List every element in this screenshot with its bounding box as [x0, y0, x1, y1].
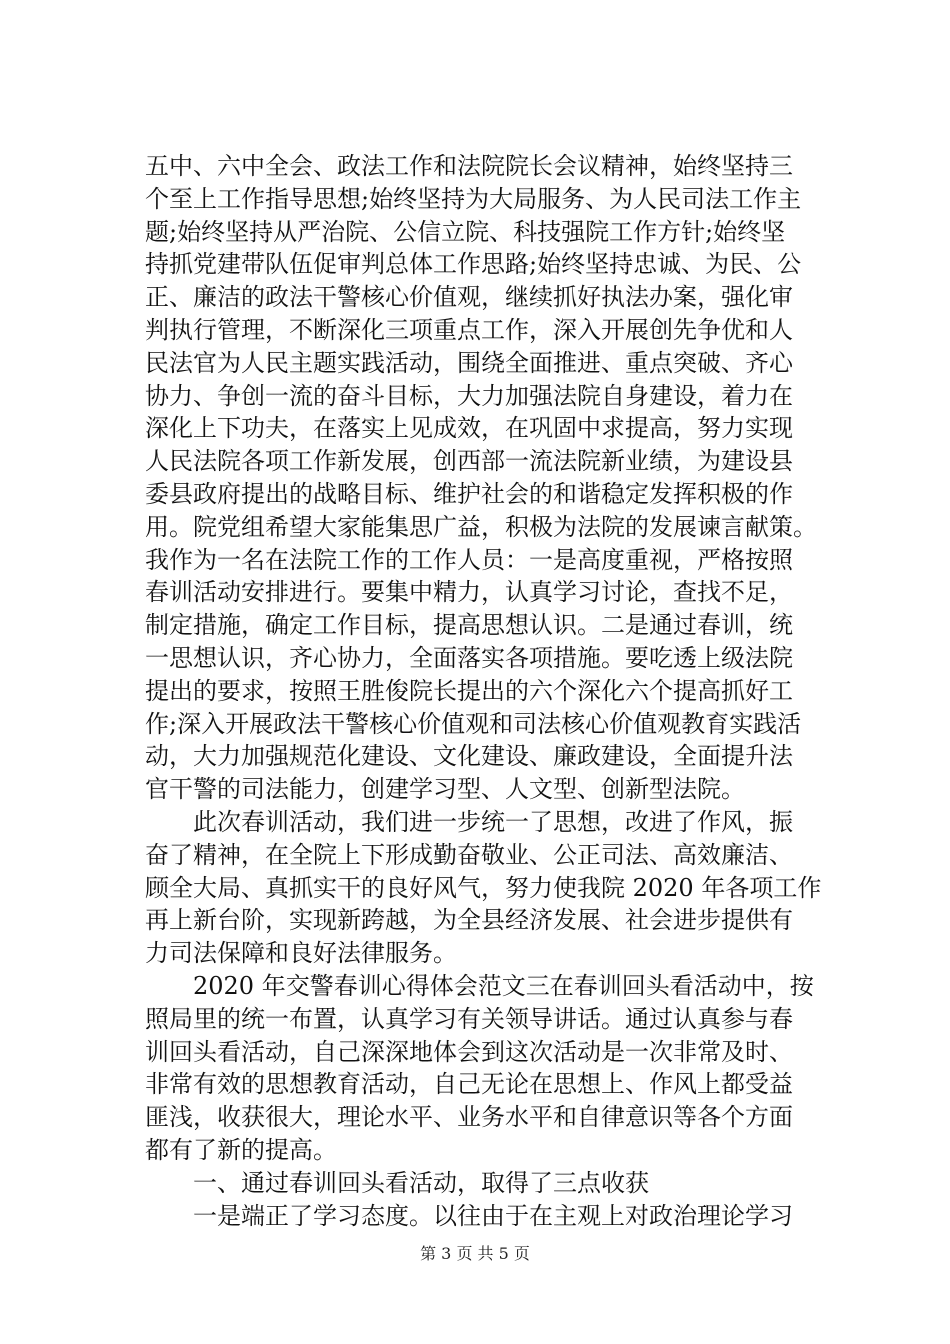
- text-line: 力司法保障和良好法律服务。: [145, 939, 457, 968]
- text-line: 2020 年交警春训心得体会范文三在春训回头看活动中，按: [145, 971, 814, 1000]
- text-line: 再上新台阶，实现新跨越，为全县经济发展、社会进步提供有: [145, 906, 793, 935]
- text-line: 用。院党组希望大家能集思广益，积极为法院的发展谏言献策。: [145, 512, 817, 541]
- text-line: 正、廉洁的政法干警核心价值观，继续抓好执法办案，强化审: [145, 283, 793, 312]
- text-line: 一、通过春训回头看活动，取得了三点收获: [145, 1168, 649, 1197]
- text-line: 训回头看活动，自己深深地体会到这次活动是一次非常及时、: [145, 1037, 793, 1066]
- text-line: 民法官为人民主题实践活动，围绕全面推进、重点突破、齐心: [145, 348, 793, 377]
- text-line: 一思想认识，齐心协力，全面落实各项措施。要吃透上级法院: [145, 643, 793, 672]
- text-line: 判执行管理，不断深化三项重点工作，深入开展创先争优和人: [145, 315, 793, 344]
- page-footer: [0, 1244, 950, 1264]
- text-line: 题;始终坚持从严治院、公信立院、科技强院工作方针;始终坚: [145, 217, 786, 246]
- text-line: 作;深入开展政法干警核心价值观和司法核心价值观教育实践活: [145, 709, 802, 738]
- text-line: 我作为一名在法院工作的工作人员：一是高度重视，严格按照: [145, 545, 793, 574]
- text-line: 春训活动安排进行。要集中精力，认真学习讨论，查找不足，: [145, 578, 793, 607]
- text-line: 都有了新的提高。: [145, 1135, 337, 1164]
- text-line: 深化上下功夫，在落实上见成效，在巩固中求提高，努力实现: [145, 414, 793, 443]
- text-line: 委县政府提出的战略目标、维护社会的和谐稳定发挥积极的作: [145, 479, 793, 508]
- text-line: 顾全大局、真抓实干的良好风气，努力使我院 2020 年各项工作: [145, 873, 822, 902]
- page-number: 第 3 页 共 5 页: [420, 1244, 530, 1263]
- text-line: 持抓党建带队伍促审判总体工作思路;始终坚持忠诚、为民、公: [145, 250, 802, 279]
- text-line: 提出的要求，按照王胜俊院长提出的六个深化六个提高抓好工: [145, 676, 793, 705]
- text-line: 匪浅，收获很大，理论水平、业务水平和自律意识等各个方面: [145, 1103, 793, 1132]
- text-line: 照局里的统一布置，认真学习有关领导讲话。通过认真参与春: [145, 1004, 793, 1033]
- text-line: 此次春训活动，我们进一步统一了思想，改进了作风，振: [145, 807, 793, 836]
- body-text: [145, 150, 845, 1232]
- text-line: 非常有效的思想教育活动，自己无论在思想上、作风上都受益: [145, 1070, 793, 1099]
- text-line: 个至上工作指导思想;始终坚持为大局服务、为人民司法工作主: [145, 184, 802, 213]
- text-line: 一是端正了学习态度。以往由于在主观上对政治理论学习: [145, 1201, 793, 1230]
- text-line: 五中、六中全会、政法工作和法院院长会议精神，始终坚持三: [145, 152, 793, 180]
- text-line: 协力、争创一流的奋斗目标，大力加强法院自身建设，着力在: [145, 381, 793, 410]
- text-line: 人民法院各项工作新发展，创西部一流法院新业绩，为建设县: [145, 447, 793, 476]
- text-line: 动，大力加强规范化建设、文化建设、廉政建设，全面提升法: [145, 742, 793, 771]
- text-line: 奋了精神，在全院上下形成勤奋敬业、公正司法、高效廉洁、: [145, 840, 793, 869]
- text-line: 制定措施，确定工作目标，提高思想认识。二是通过春训，统: [145, 611, 793, 640]
- text-line: 官干警的司法能力，创建学习型、人文型、创新型法院。: [145, 775, 745, 804]
